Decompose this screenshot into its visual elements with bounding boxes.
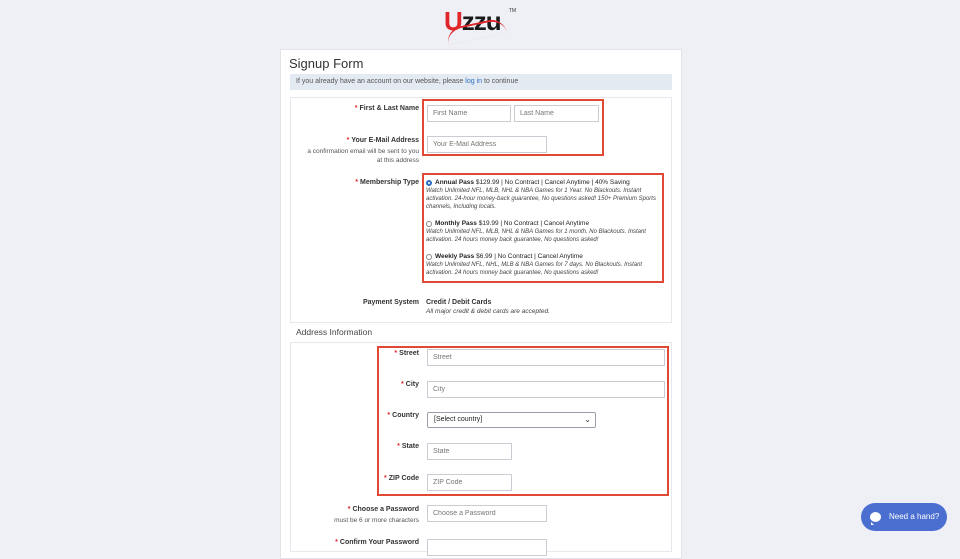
required-mark: * <box>387 412 391 419</box>
login-link[interactable]: log in <box>465 78 483 85</box>
required-mark: * <box>346 137 350 144</box>
password-input[interactable] <box>427 505 547 522</box>
address-heading: Address Information <box>296 327 373 337</box>
name-label <box>355 105 419 112</box>
payment-value: Credit / Debit Cards <box>426 299 492 306</box>
notice-prefix: If you already have an account on our website, please <box>296 78 464 85</box>
option-terms: | No Contract | Cancel Anytime <box>500 220 590 227</box>
chat-bubble-icon <box>870 512 881 522</box>
confirm-password-label-text: Confirm Your Password <box>339 539 419 546</box>
payment-label: Payment System <box>362 299 419 306</box>
state-label-text: State <box>401 443 419 450</box>
notice-suffix: to continue <box>483 78 519 85</box>
highlight-box-address <box>377 346 669 496</box>
membership-label <box>355 179 419 186</box>
email-label-text: Your E-Mail Address <box>351 137 419 144</box>
password-label <box>348 506 419 513</box>
required-mark: * <box>401 381 404 388</box>
highlight-box-membership <box>422 173 664 283</box>
city-label-text: City <box>405 381 419 388</box>
email-sublabel-2: at this address <box>376 157 419 164</box>
country-selected-value: [Select country] <box>434 416 483 423</box>
form-title: Signup Form <box>289 56 364 71</box>
option-name: Monthly Pass <box>435 220 477 227</box>
option-name: Weekly Pass <box>435 253 475 260</box>
required-mark: * <box>347 506 351 513</box>
logo-trademark: TM <box>508 8 516 14</box>
help-button-label: Need a hand? <box>889 512 940 521</box>
option-terms: | No Contract | Cancel Anytime | 40% Saving <box>501 179 630 186</box>
login-notice <box>290 74 672 90</box>
uzzu-logo[interactable] <box>444 6 516 38</box>
option-desc: Watch Unlimited NFL, MLB, NHL & NBA Games for 1 month. No Blackouts. Instant activation. 24 hours money back guarantee, No questions asked! <box>426 229 646 243</box>
logo-letter-u: U <box>444 6 462 36</box>
option-terms: | No Contract | Cancel Anytime <box>494 253 583 260</box>
confirm-password-input[interactable] <box>427 539 547 556</box>
required-mark: * <box>355 179 358 186</box>
country-label-text: Country <box>392 412 419 419</box>
need-a-hand-button[interactable] <box>861 503 947 531</box>
required-mark: * <box>384 475 387 482</box>
option-price: $129.99 <box>475 179 500 186</box>
highlight-box-name-email <box>422 99 604 156</box>
password-sublabel: must be 6 or more characters <box>334 517 419 524</box>
email-label <box>347 137 419 144</box>
chevron-down-icon: ⌄ <box>584 415 591 424</box>
email-sublabel-1: a confirmation email will be sent to you <box>307 148 419 155</box>
required-mark: * <box>397 443 400 450</box>
password-label-text: Choose a Password <box>352 506 419 513</box>
option-desc: Watch Unlimited NFL, MLB, NHL & NBA Games for 1 Year. No Blackouts. Instant activation. 24-hour money-back guarantee, No questions asked! 150+ Premium Sports channels, Including locals. <box>426 188 656 210</box>
payment-note: All major credit & debit cards are accepted. <box>426 308 550 315</box>
option-price: $19.99 <box>478 220 499 227</box>
option-price: $6.99 <box>476 253 493 260</box>
option-desc: Watch Unlimited NFL, NHL, MLB & NBA Games for 7 days. No Blackouts. Instant activation. 24 hours money back guarantee, No questions asked! <box>426 262 643 276</box>
street-label-text: Street <box>399 350 419 357</box>
zip-label-text: ZIP Code <box>388 475 419 482</box>
required-mark: * <box>335 539 338 546</box>
required-mark: * <box>354 105 358 112</box>
option-name: Annual Pass <box>435 179 475 186</box>
required-mark: * <box>394 350 398 357</box>
membership-label-text: Membership Type <box>360 179 419 186</box>
logo-letters-rest: zzu <box>461 6 501 36</box>
name-label-text: First & Last Name <box>359 105 419 112</box>
